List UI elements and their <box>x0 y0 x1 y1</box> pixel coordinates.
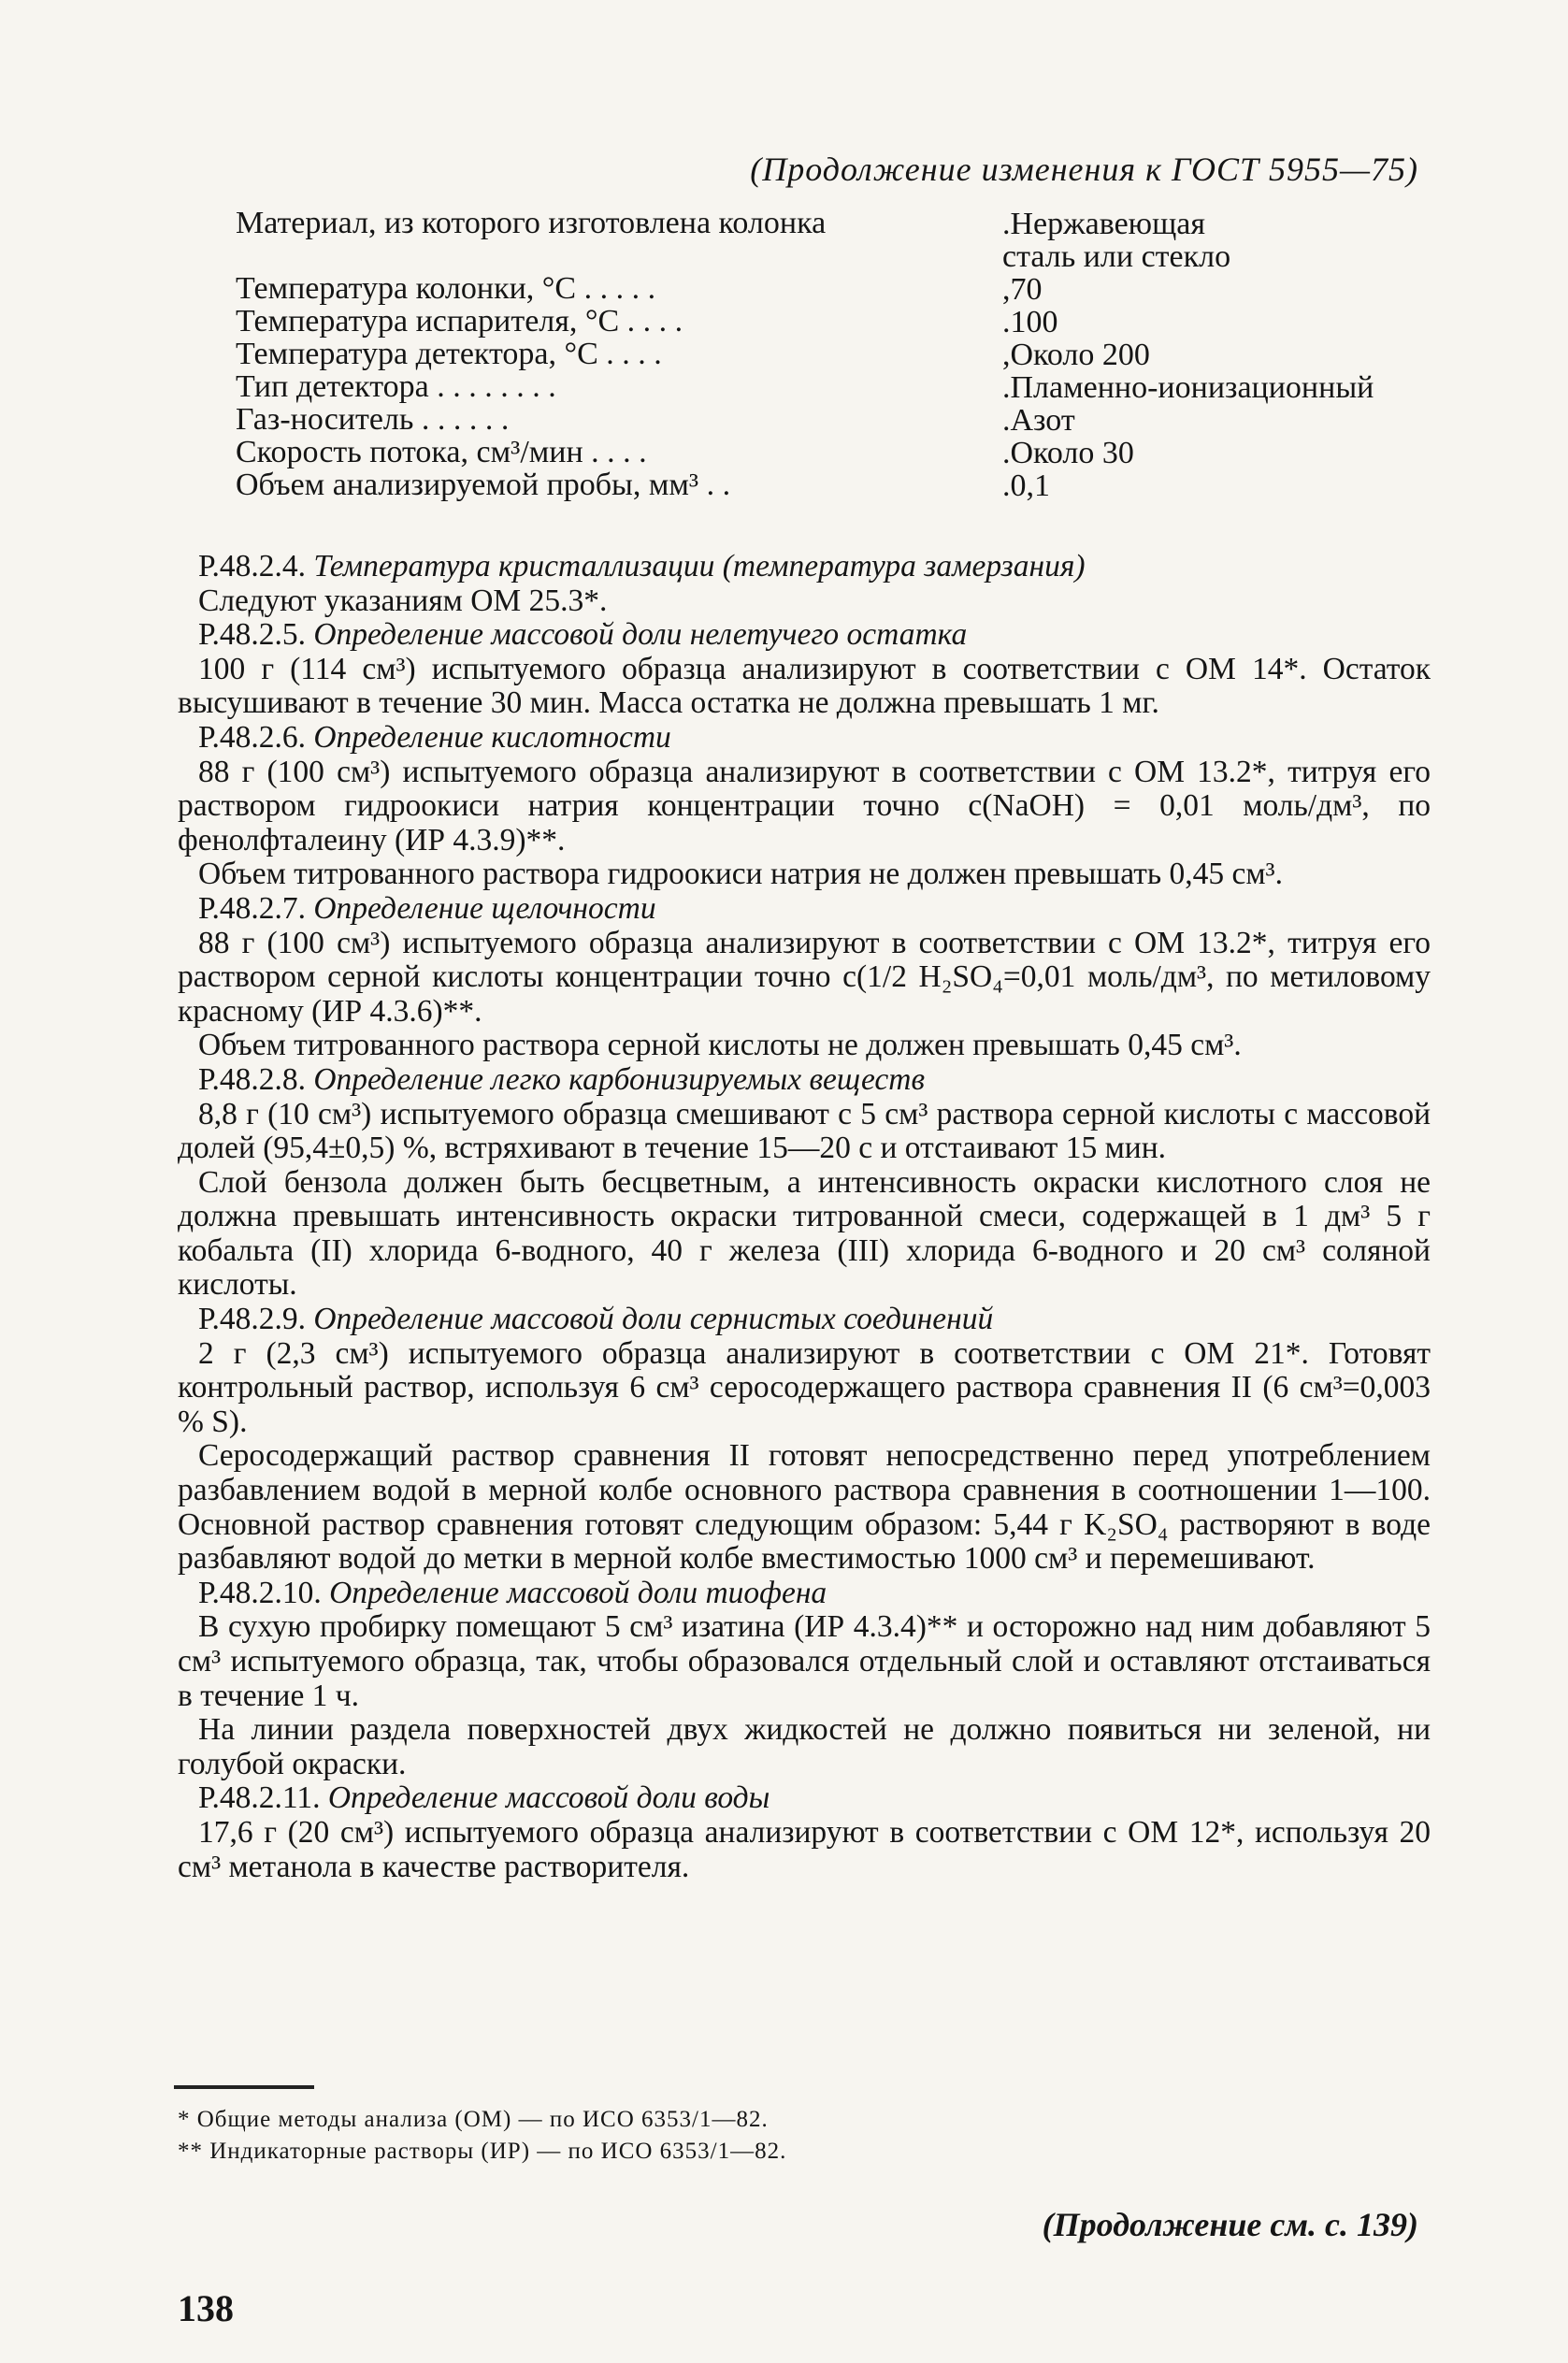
section-title: Определение щелочности <box>313 890 656 926</box>
section-title: Определение массовой доли нелетучего остатка <box>313 617 968 653</box>
paragraph: Следуют указаниям ОМ 25.3*. <box>198 583 608 618</box>
section-heading <box>178 1577 1431 1611</box>
parameters-table <box>236 208 1432 502</box>
param-value-line: .0,1 <box>1002 468 1050 503</box>
paragraph: 88 г (100 см³) испытуемого образца анализируют в соответствии с ОМ 13.2*, титруя его раствором гидроокиси натрия концентрации точно c(NaOH) = 0,01 моль/дм³, по фенолфталеину (ИР 4.3.9)**. <box>178 754 1431 857</box>
param-row <box>236 469 1432 502</box>
param-value-line: .Нержавеющая <box>1002 207 1205 241</box>
footnote-divider <box>174 2085 314 2089</box>
section-number: Р.48.2.7. <box>198 890 306 926</box>
param-value-line: .100 <box>1002 305 1058 339</box>
paragraph: На линии раздела поверхностей двух жидкостей не должно появиться ни зеленой, ни голубой окраски. <box>178 1712 1431 1781</box>
section-heading <box>178 550 1431 584</box>
section-title: Определение кислотности <box>313 719 671 755</box>
section-title: Определение массовой доли воды <box>327 1780 770 1816</box>
param-value <box>1002 371 1432 404</box>
paragraph: 100 г (114 см³) испытуемого образца анализируют в соответствии с ОМ 14*. Остаток высушивают в течение 30 мин. Масса остатка не должна превышать 1 мг. <box>178 651 1431 721</box>
param-row <box>236 273 1432 306</box>
param-label: Газ-носитель . . . . . . <box>236 404 510 436</box>
section-title: Определение массовой доли тиофена <box>329 1575 827 1610</box>
param-row <box>236 437 1432 469</box>
param-label: Материал, из которого изготовлена колонка <box>236 208 827 239</box>
param-label: Объем анализируемой пробы, мм³ . . <box>236 469 731 501</box>
paragraph: Слой бензола должен быть бесцветным, а интенсивность окраски кислотного слоя не должна превышать интенсивность окраски титрованной смеси, содержащей в 1 дм³ 5 г кобальта (II) хлорида 6-водного, 40 г железа (III) хлорида 6-водного и 20 см³ соляной кислоты. <box>178 1164 1431 1303</box>
paragraph: 17,6 г (20 см³) испытуемого образца анализируют в соответствии с ОМ 12*, используя 20 см³ метанола в качестве растворителя. <box>178 1814 1431 1884</box>
section-number: Р.48.2.6. <box>198 719 306 755</box>
param-row <box>236 371 1432 404</box>
paragraph: 2 г (2,3 см³) испытуемого образца анализируют в соответствии с ОМ 21*. Готовят контрольный раствор, используя 6 см³ серосодержащего раствора сравнения II (6 см³=0,003 % S). <box>178 1335 1431 1439</box>
paragraph: 8,8 г (10 см³) испытуемого образца смешивают с 5 см³ раствора серной кислоты с массовой долей (95,4±0,5) %, встряхивают в течение 15—20 с и отстаивают 15 мин. <box>178 1096 1431 1166</box>
param-row <box>236 339 1432 371</box>
param-value-line: ,70 <box>1002 272 1043 307</box>
section-heading <box>178 1063 1431 1098</box>
section-number: Р.48.2.10. <box>198 1575 322 1610</box>
paragraph: Серосодержащий раствор сравнения II готовят непосредственно перед употреблением разбавлением водой в мерной колбе основного раствора сравнения в соотношении 1—100. Основной раствор сравнения готовят следующим образом: 5,44 г K₂SO₄ растворяют в воде разбавляют водой до метки в мерной колбе вместимостью 1000 см³ и перемешивают. <box>178 1438 1431 1577</box>
param-value-line: .Около 30 <box>1002 436 1134 470</box>
section-number: Р.48.2.9. <box>198 1302 306 1337</box>
paragraph: Объем титрованного раствора серной кислоты не должен превышать 0,45 см³. <box>198 1028 1242 1063</box>
section-number: Р.48.2.11. <box>198 1780 321 1816</box>
document-body <box>178 550 1431 1884</box>
param-label: Температура колонки, °С . . . . . <box>236 273 656 305</box>
section-title: Определение легко карбонизируемых веществ <box>313 1061 926 1097</box>
paragraph: 88 г (100 см³) испытуемого образца анализируют в соответствии с ОМ 13.2*, титруя его раствором серной кислоты концентрации точно c(1/2 H₂SO₄=0,01 моль/дм³, по метиловому красному (ИР 4.3.6)**. <box>178 925 1431 1029</box>
paragraph: В сухую пробирку помещают 5 см³ изатина (ИР 4.3.4)** и осторожно над ним добавляют 5 см³ испытуемого образца, так, чтобы образовался отдельный слой и оставляют отстаиваться в течение 1 ч. <box>178 1609 1431 1713</box>
section-number: Р.48.2.4. <box>198 549 306 584</box>
header-continuation: (Продолжение изменения к ГОСТ 5955—75) <box>750 151 1418 188</box>
param-value <box>1002 306 1432 339</box>
section-heading <box>178 1303 1431 1337</box>
param-label: Температура детектора, °С . . . . <box>236 339 662 370</box>
param-value <box>1002 273 1432 306</box>
param-value-line: .Азот <box>1002 403 1075 438</box>
footer-continuation: (Продолжение см. с. 139) <box>1042 2206 1418 2243</box>
param-row <box>236 208 1432 273</box>
section-heading <box>178 618 1431 653</box>
section-number: Р.48.2.8. <box>198 1061 306 1097</box>
paragraph: Объем титрованного раствора гидроокиси натрия не должен превышать 0,45 см³. <box>198 857 1283 892</box>
param-label: Скорость потока, см³/мин . . . . <box>236 437 647 468</box>
param-value-line: ,Около 200 <box>1002 338 1150 372</box>
section-title: Определение массовой доли сернистых соединений <box>313 1302 994 1337</box>
param-label: Тип детектора . . . . . . . . <box>236 371 556 403</box>
param-value <box>1002 339 1432 371</box>
param-value-line: сталь или стекло <box>1002 239 1231 274</box>
footnote: * Общие методы анализа (ОМ) — по ИСО 6353/1—82. <box>178 2107 769 2132</box>
param-value <box>1002 208 1432 273</box>
section-title: Температура кристаллизации (температура замерзания) <box>313 549 1086 584</box>
param-row <box>236 404 1432 437</box>
page-number: 138 <box>178 2287 234 2329</box>
section-heading <box>178 721 1431 756</box>
footnotes <box>178 2104 786 2168</box>
param-value-line: .Пламенно-ионизационный <box>1002 370 1374 405</box>
param-row <box>236 306 1432 339</box>
param-label: Температура испарителя, °С . . . . <box>236 306 683 338</box>
param-value <box>1002 437 1432 469</box>
section-heading <box>178 892 1431 927</box>
section-number: Р.48.2.5. <box>198 617 306 653</box>
section-heading <box>178 1781 1431 1816</box>
footnote: ** Индикаторные растворы (ИР) — по ИСО 6353/1—82. <box>178 2139 787 2164</box>
param-value <box>1002 469 1432 502</box>
param-value <box>1002 404 1432 437</box>
